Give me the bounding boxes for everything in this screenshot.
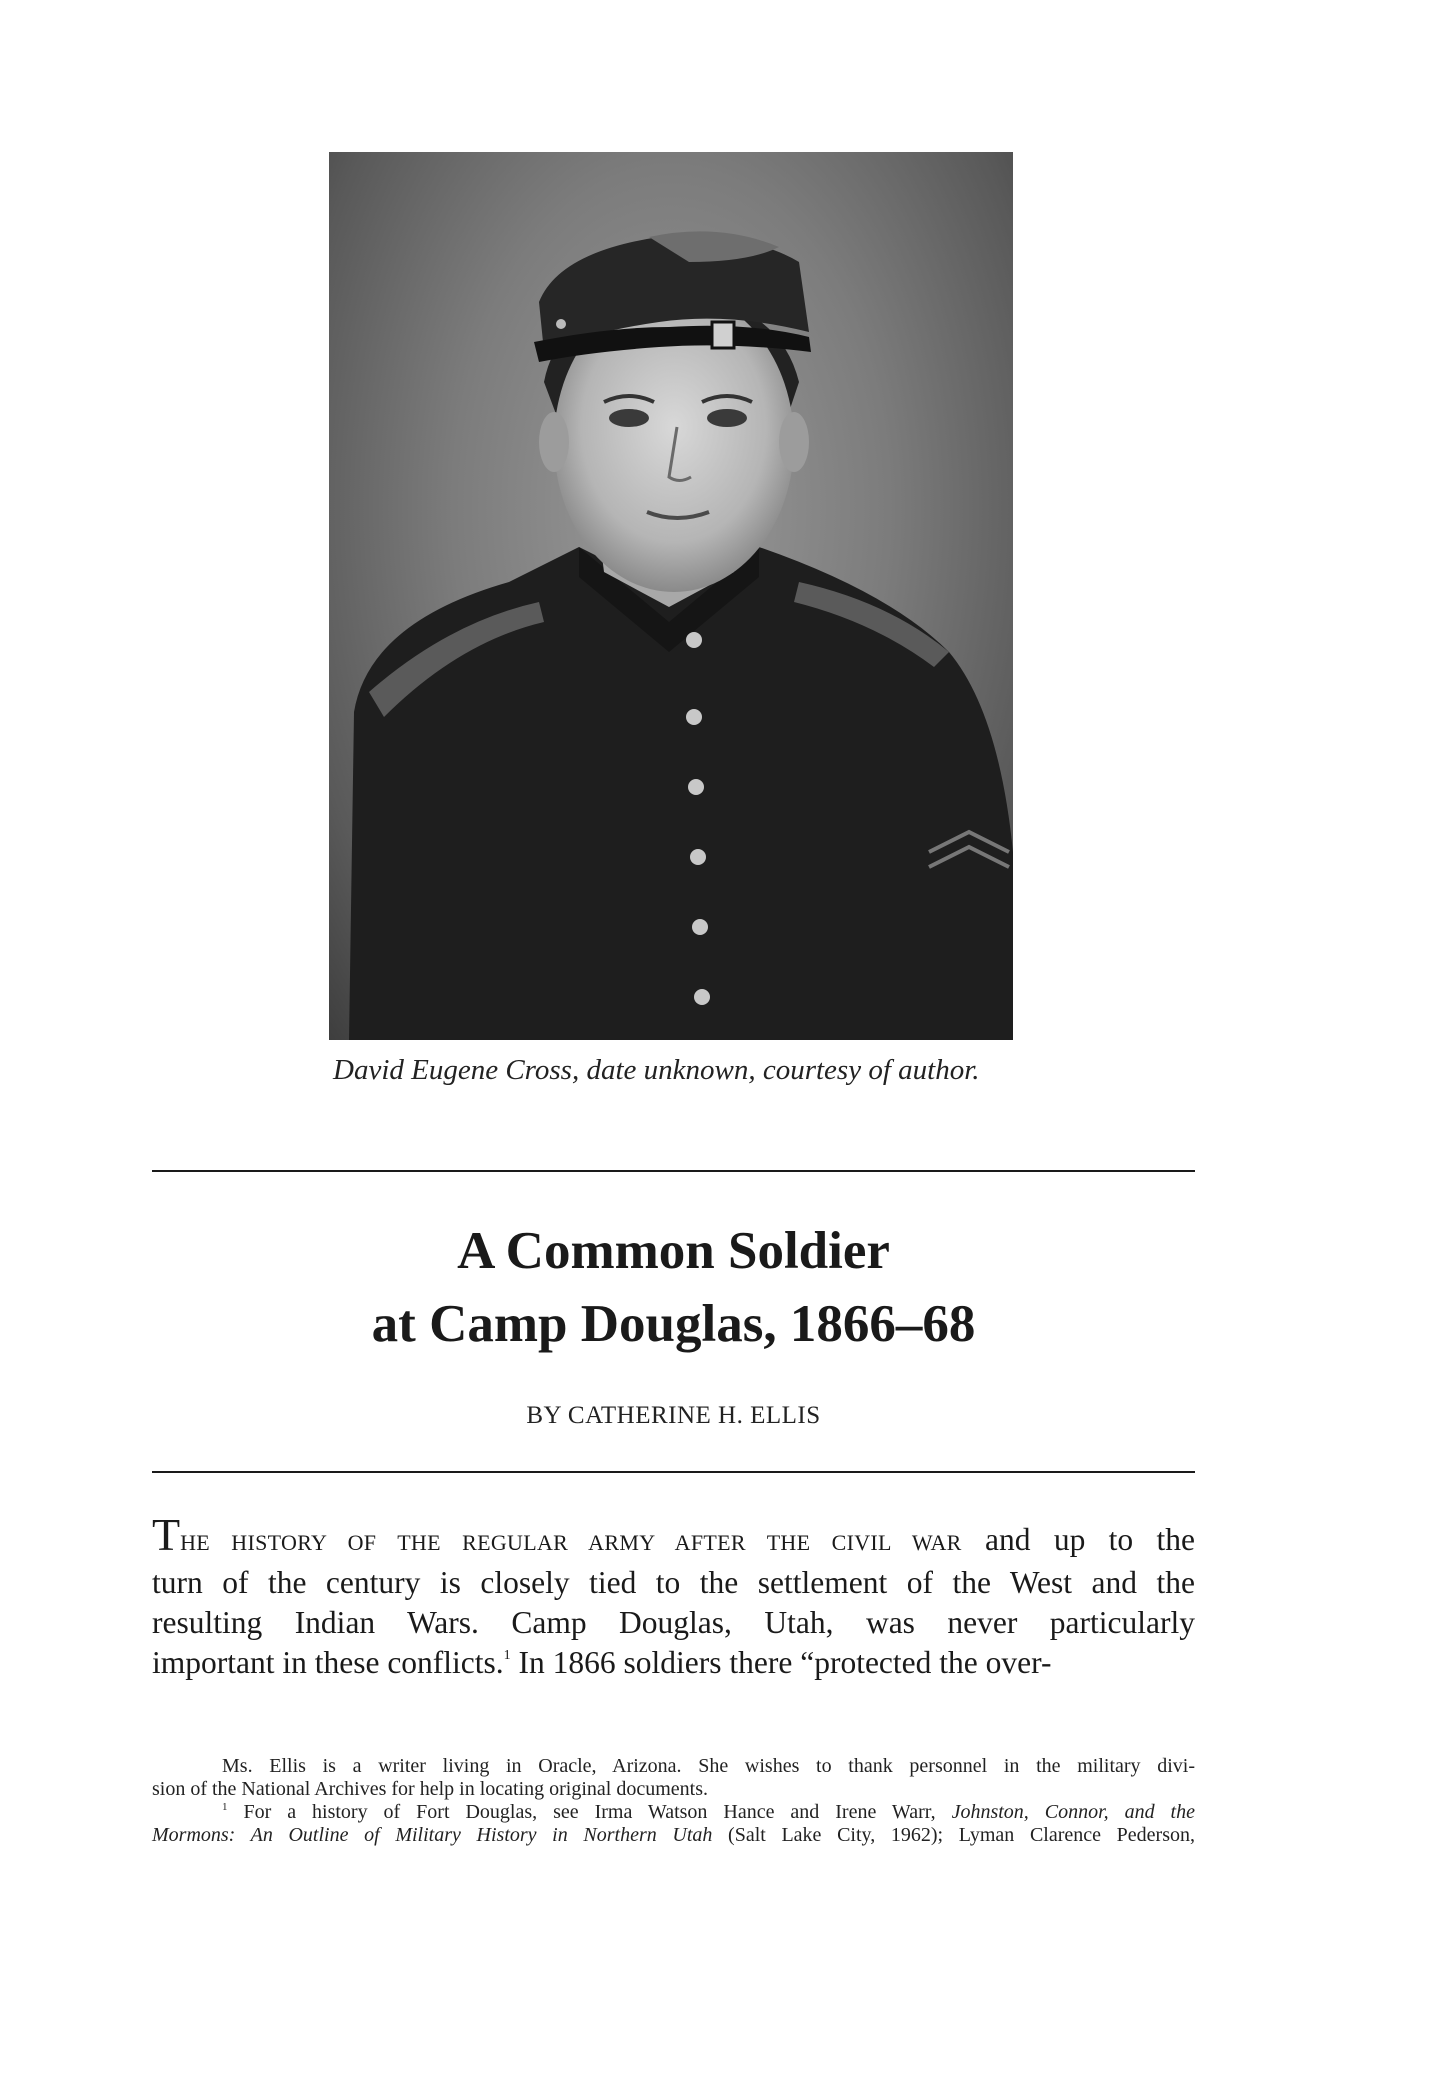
footnote-book-title: Mormons: An Outline of Military History in Northern Utah [152,1824,713,1846]
small-caps-lead: HE HISTORY OF THE REGULAR ARMY AFTER THE CIVIL WAR [180,1530,962,1555]
title-rule-top [152,1170,1195,1172]
footnote-text: (Salt Lake City, 1962); Lyman Clarence Pederson, [712,1824,1195,1846]
footnote-book-title: Johnston, Connor, and the [951,1801,1195,1823]
footnote-number: 1 [222,1801,228,1813]
title-rule-bottom [152,1471,1195,1473]
article-title-line2: at Camp Douglas, 1866–68 [371,1295,976,1353]
footnote-1-line-2 [152,1824,1195,1847]
body-line-4 [152,1643,1195,1683]
body-text-span: important in these conflicts. [152,1645,504,1680]
body-line-3: resulting Indian Wars. Camp Douglas, Utah, was never particularly [152,1605,1195,1640]
body-line-1 [152,1509,1196,1563]
footnotes [152,1755,1195,1847]
footnote-text: For a history of Fort Douglas, see Irma Watson Hance and Irene Warr, [227,1801,952,1823]
author-note-line-2: sion of the National Archives for help in locating original documents. [152,1778,708,1800]
body-line-2: turn of the century is closely tied to the settlement of the West and the [152,1565,1195,1600]
portrait-illustration [329,152,1013,1040]
byline: BY CATHERINE H. ELLIS [526,1402,821,1429]
portrait-photo [329,152,1013,1040]
footnote-ref: 1 [503,1648,511,1663]
article-title-line1: A Common Soldier [457,1222,890,1280]
body-text-span: and up to the [961,1522,1196,1557]
photo-caption: David Eugene Cross, date unknown, courtesy of author. [333,1054,980,1086]
body-paragraph [152,1509,1196,1683]
footnote-1-line-1 [152,1801,1195,1824]
drop-cap: T [152,1509,181,1560]
body-text-span: In 1866 soldiers there “protected the over- [510,1645,1052,1680]
author-note-line-1: Ms. Ellis is a writer living in Oracle, Arizona. She wishes to thank personnel in the military divi- [222,1755,1195,1777]
